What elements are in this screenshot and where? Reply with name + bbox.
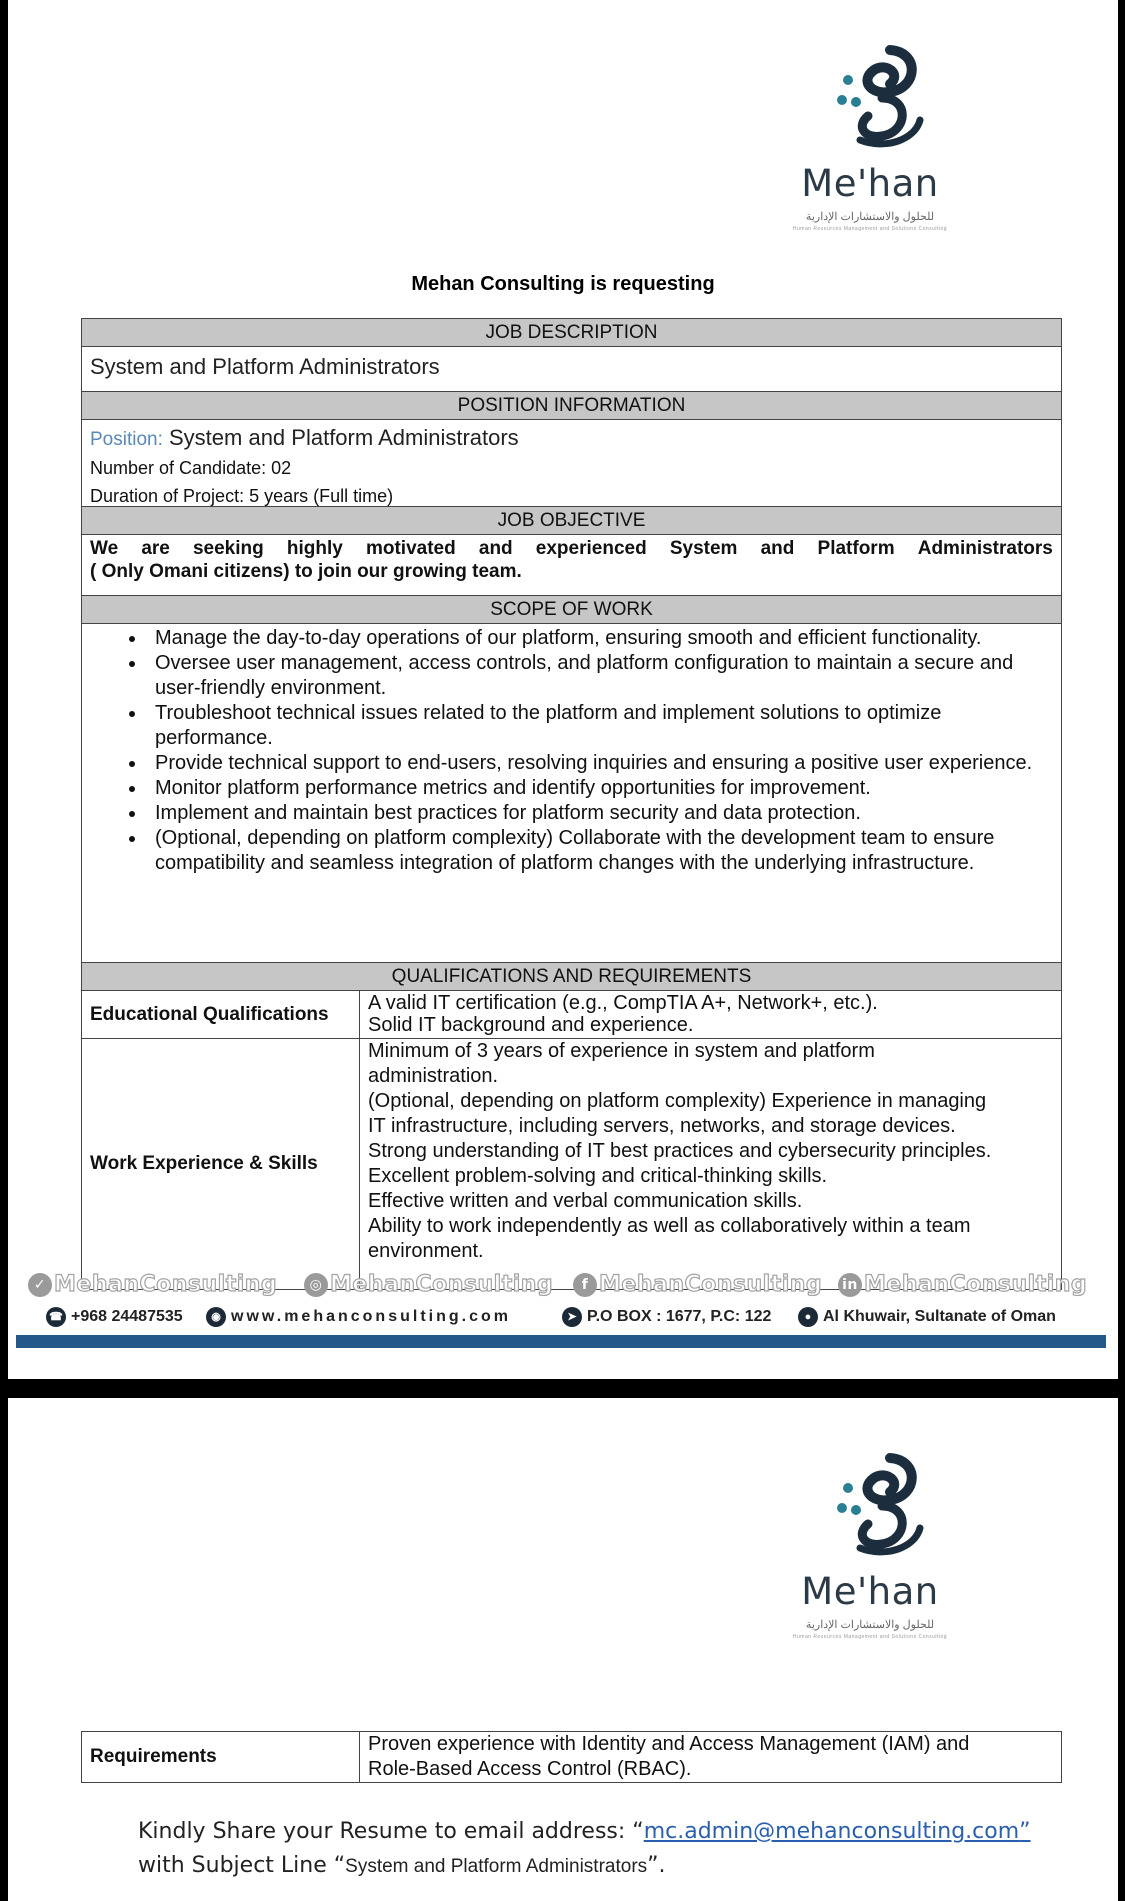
scope-item: • Provide technical support to end-users, resolving inquiries and ensuring a positive user experience. xyxy=(147,751,1061,776)
phone-icon: ☎ xyxy=(46,1307,66,1327)
social-handles xyxy=(28,1272,1118,1302)
job-table xyxy=(81,318,1062,1290)
linkedin-icon: in xyxy=(838,1273,862,1297)
scope-list xyxy=(82,626,1061,876)
work-line: Effective written and verbal communication skills. xyxy=(368,1190,803,1212)
apply-line-2 xyxy=(138,1849,1031,1884)
objective-word: We xyxy=(90,538,119,559)
job-objective xyxy=(82,535,1061,595)
social-instagram-label: MehanConsulting xyxy=(330,1272,554,1297)
mehan-logo-page2 xyxy=(790,1448,950,1658)
logo-name-page2: Me'han xyxy=(801,1570,939,1613)
work-line: (Optional, depending on platform complexity) Experience in managing xyxy=(368,1090,987,1112)
scope-item: • Manage the day-to-day operations of our platform, ensuring smooth and efficient functionality. xyxy=(147,626,1061,651)
scope-item: • (Optional, depending on platform complexity) Collaborate with the development team to ensure compatibility and seamless integration of platform changes with the underlying infrastructure. xyxy=(147,826,1061,876)
scope-item: • Troubleshoot technical issues related to the platform and implement solutions to optimize performance. xyxy=(147,701,1061,751)
objective-word: Administrators xyxy=(917,538,1053,559)
contact-line xyxy=(46,1307,1106,1333)
job-title: System and Platform Administrators xyxy=(90,354,440,379)
contact-phone xyxy=(46,1307,183,1327)
edu-line: A valid IT certification (e.g., CompTIA A+, Network+, etc.). xyxy=(368,992,878,1014)
scope-of-work-header: SCOPE OF WORK xyxy=(82,595,1061,624)
document-page-1 xyxy=(8,0,1118,1379)
social-linkedin-label: MehanConsulting xyxy=(864,1272,1088,1297)
objective-word: motivated xyxy=(365,538,456,559)
email-link[interactable]: mc.admin@mehanconsulting.com xyxy=(643,1819,1020,1844)
edu-label: Educational Qualifications xyxy=(82,991,360,1038)
work-row xyxy=(82,1038,1061,1289)
work-line: administration. xyxy=(368,1065,499,1087)
contact-address xyxy=(798,1307,1056,1327)
work-line: environment. xyxy=(368,1240,484,1262)
work-line: Ability to work independently as well as collaboratively within a team xyxy=(368,1215,971,1237)
social-twitter-label: MehanConsulting xyxy=(54,1272,278,1297)
logo-arabic-tagline-page2: للحلول والاستشارات الإدارية xyxy=(805,1619,935,1631)
objective-word: highly xyxy=(286,538,343,559)
position-info-header: POSITION INFORMATION xyxy=(82,391,1061,420)
work-line: Excellent problem-solving and critical-thinking skills. xyxy=(368,1165,828,1187)
job-description-header: JOB DESCRIPTION xyxy=(82,319,1061,347)
logo-english-tagline: Human Resources Management and Solutions Consulting xyxy=(792,226,948,232)
edu-row xyxy=(82,990,1061,1038)
contact-website-text: www.mehanconsulting.com xyxy=(231,1308,511,1326)
globe-icon: ◉ xyxy=(206,1307,226,1327)
contact-website[interactable] xyxy=(206,1307,511,1327)
edu-text xyxy=(360,991,1061,1038)
contact-phone-text: +968 24487535 xyxy=(71,1308,183,1326)
footer-bar xyxy=(16,1335,1106,1348)
send-icon: ➤ xyxy=(562,1307,582,1327)
requesting-heading: Mehan Consulting is requesting xyxy=(411,273,715,295)
objective-word: System xyxy=(669,538,738,559)
apply-suffix: ” xyxy=(1019,1819,1031,1844)
qualifications-header: QUALIFICATIONS AND REQUIREMENTS xyxy=(82,962,1061,990)
work-text xyxy=(360,1039,1061,1289)
subject-prefix: with Subject Line “ xyxy=(138,1853,346,1878)
apply-instructions xyxy=(138,1815,1031,1884)
social-twitter[interactable] xyxy=(28,1272,277,1297)
requirements-line: Role-Based Access Control (RBAC). xyxy=(368,1758,692,1780)
requirements-text xyxy=(360,1732,1061,1782)
requirements-label: Requirements xyxy=(82,1732,360,1782)
objective-line-1 xyxy=(90,537,1053,560)
instagram-icon: ◎ xyxy=(304,1273,328,1297)
mehan-logo-mark xyxy=(790,40,950,160)
work-line: IT infrastructure, including servers, networks, and storage devices. xyxy=(368,1115,956,1137)
subject-suffix: ”. xyxy=(647,1853,666,1878)
work-label: Work Experience & Skills xyxy=(82,1039,360,1289)
contact-pobox xyxy=(562,1307,771,1327)
position-value: System and Platform Administrators xyxy=(169,425,519,450)
apply-line-1 xyxy=(138,1815,1031,1849)
objective-word: and xyxy=(478,538,513,559)
social-facebook-label: MehanConsulting xyxy=(599,1272,823,1297)
mehan-logo-mark-page2 xyxy=(790,1448,950,1568)
requirements-line: Proven experience with Identity and Access Management (IAM) and xyxy=(368,1733,970,1755)
scope-item: • Oversee user management, access controls, and platform configuration to maintain a secure and user-friendly environment. xyxy=(147,651,1061,701)
facebook-icon: f xyxy=(573,1273,597,1297)
document-page-2 xyxy=(8,1398,1118,1901)
objective-word: and xyxy=(760,538,795,559)
objective-line-2: ( Only Omani citizens) to join our growing team. xyxy=(90,561,522,582)
twitter-icon: ✓ xyxy=(28,1273,52,1297)
objective-word: are xyxy=(141,538,170,559)
objective-word: experienced xyxy=(535,538,647,559)
logo-english-tagline-page2: Human Resources Management and Solutions Consulting xyxy=(792,1634,948,1640)
logo-arabic-tagline: للحلول والاستشارات الإدارية xyxy=(805,211,935,223)
edu-line: Solid IT background and experience. xyxy=(368,1014,694,1036)
scope-item: • Implement and maintain best practices for platform security and data protection. xyxy=(147,801,1061,826)
scope-of-work xyxy=(82,624,1061,962)
mehan-logo xyxy=(790,40,950,250)
project-duration: Duration of Project: 5 years (Full time) xyxy=(90,486,394,506)
social-linkedin[interactable] xyxy=(838,1272,1087,1297)
objective-word: Platform xyxy=(817,538,895,559)
job-objective-header: JOB OBJECTIVE xyxy=(82,506,1061,535)
apply-prefix: Kindly Share your Resume to email address: “ xyxy=(138,1819,644,1844)
location-pin-icon: ● xyxy=(798,1307,818,1327)
candidate-count: Number of Candidate: 02 xyxy=(90,458,292,478)
scope-item: • Monitor platform performance metrics and identify opportunities for improvement. xyxy=(147,776,1061,801)
social-instagram[interactable] xyxy=(304,1272,553,1297)
social-facebook[interactable] xyxy=(573,1272,822,1297)
work-line: Minimum of 3 years of experience in system and platform xyxy=(368,1040,875,1062)
position-label: Position: xyxy=(90,429,163,450)
requirements-table xyxy=(81,1731,1062,1783)
position-info xyxy=(82,420,1061,506)
contact-pobox-text: P.O BOX : 1677, P.C: 122 xyxy=(587,1308,772,1326)
subject-line: System and Platform Administrators xyxy=(345,1856,648,1877)
objective-word: seeking xyxy=(192,538,264,559)
logo-name: Me'han xyxy=(801,162,939,205)
contact-address-text: Al Khuwair, Sultanate of Oman xyxy=(823,1308,1056,1326)
work-line: Strong understanding of IT best practices and cybersecurity principles. xyxy=(368,1140,992,1162)
